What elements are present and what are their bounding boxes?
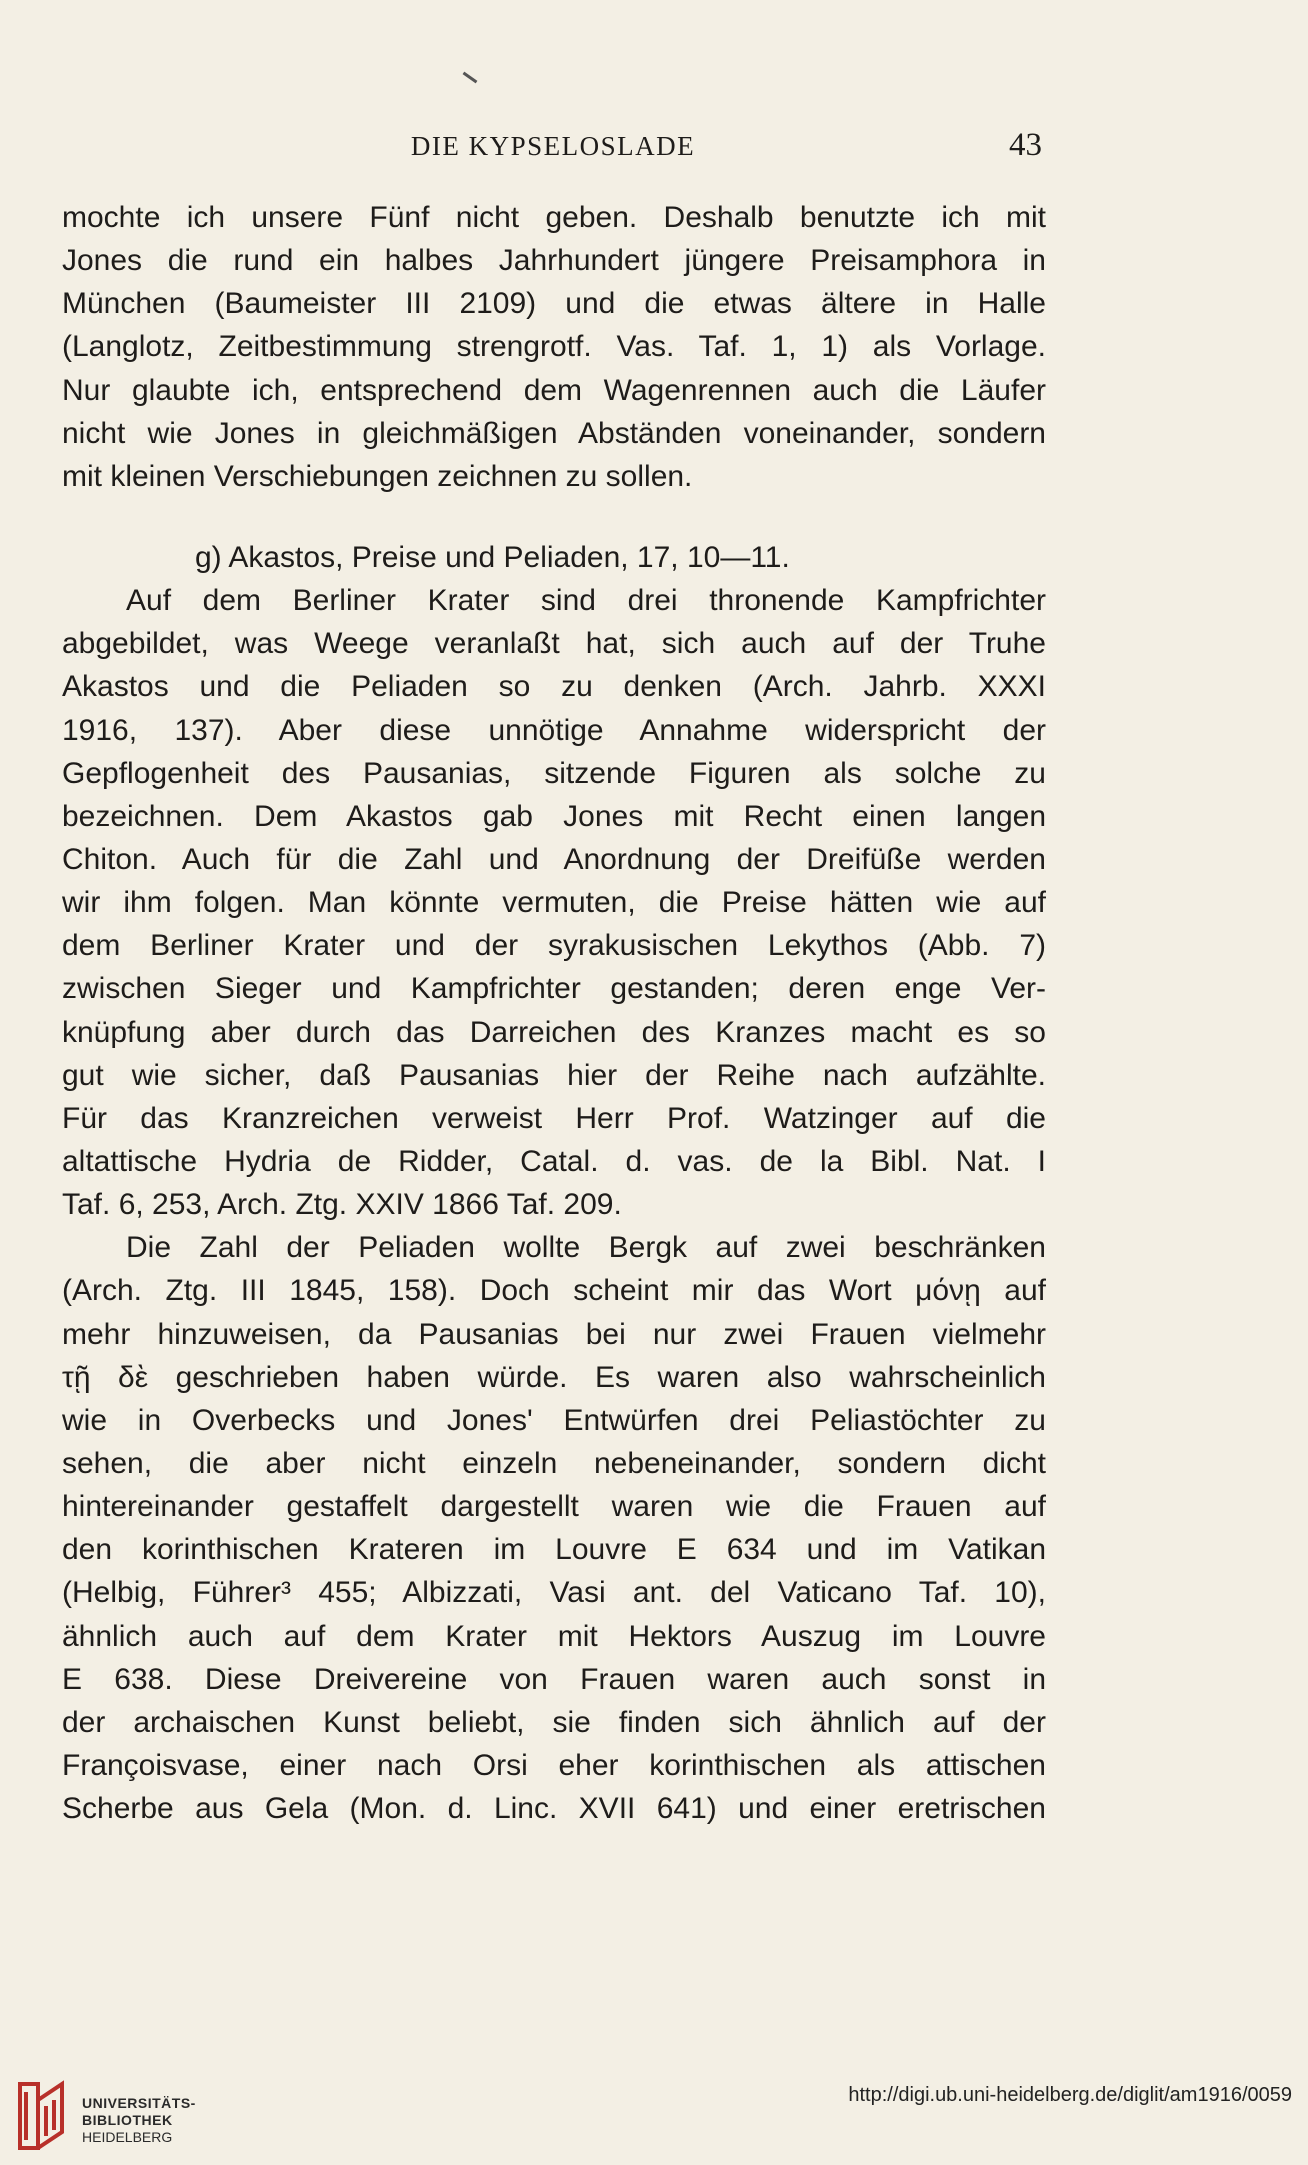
section-heading: g) Akastos, Preise und Peliaden, 17, 10—11. (195, 540, 790, 574)
text-line: knüpfung aber durch das Darreichen des Kranzes macht es so (62, 1015, 1046, 1049)
text-line: wir ihm folgen. Man könnte vermuten, die Preise hätten wie auf (62, 886, 1046, 920)
page-header (62, 127, 1044, 171)
text-line: mehr hinzuweisen, da Pausanias bei nur zwei Frauen vielmehr (62, 1317, 1046, 1351)
text-line: Die Zahl der Peliaden wollte Bergk auf zwei beschränken (126, 1231, 1046, 1265)
text-line: bezeichnen. Dem Akastos gab Jones mit Recht einen langen (62, 799, 1046, 833)
text-line: (Arch. Ztg. III 1845, 158). Doch scheint mir das Wort μόνῃ auf (62, 1274, 1046, 1308)
text-line: Jones die rund ein halbes Jahrhundert jüngere Preisamphora in (62, 244, 1046, 278)
text-line: Scherbe aus Gela (Mon. d. Linc. XVII 641) und einer eretrischen (62, 1792, 1046, 1826)
university-library-logo-icon (12, 2078, 70, 2154)
text-line: den korinthischen Krateren im Louvre E 634 und im Vatikan (62, 1533, 1046, 1567)
text-line: ähnlich auch auf dem Krater mit Hektors Auszug im Louvre (62, 1619, 1046, 1653)
text-line: altattische Hydria de Ridder, Catal. d. vas. de la Bibl. Nat. I (62, 1144, 1046, 1178)
text-line: mit kleinen Verschiebungen zeichnen zu sollen. (62, 459, 693, 493)
text-line: München (Baumeister III 2109) und die etwas ältere in Halle (62, 287, 1046, 321)
text-line: E 638. Diese Dreivereine von Frauen waren auch sonst in (62, 1662, 1046, 1696)
library-name (82, 2095, 196, 2146)
text-line: Nur glaubte ich, entsprechend dem Wagenrennen auch die Läufer (62, 373, 1046, 407)
text-line: gut wie sicher, daß Pausanias hier der Reihe nach aufzählte. (62, 1058, 1046, 1092)
text-line: (Helbig, Führer³ 455; Albizzati, Vasi ant. del Vaticano Taf. 10), (62, 1576, 1046, 1610)
text-line: hintereinander gestaffelt dargestellt waren wie die Frauen auf (62, 1490, 1046, 1524)
running-title: DIE KYPSELOSLADE (410, 131, 696, 161)
text-line: nicht wie Jones in gleichmäßigen Abständen voneinander, sondern (62, 416, 1046, 450)
text-line: Françoisvase, einer nach Orsi eher korinthischen als attischen (62, 1748, 1046, 1782)
library-name-line: BIBLIOTHEK (82, 2112, 173, 2128)
text-line: abgebildet, was Weege veranlaßt hat, sich auch auf der Truhe (62, 627, 1046, 661)
text-line: zwischen Sieger und Kampfrichter gestanden; deren enge Ver- (62, 972, 1046, 1006)
text-line: der archaischen Kunst beliebt, sie finden sich ähnlich auf der (62, 1705, 1046, 1739)
text-line: mochte ich unsere Fünf nicht geben. Deshalb benutzte ich mit (62, 201, 1046, 234)
scan-mark (463, 72, 478, 84)
text-line: Für das Kranzreichen verweist Herr Prof. Watzinger auf die (62, 1101, 1046, 1135)
text-line: Auf dem Berliner Krater sind drei thronende Kampfrichter (126, 584, 1046, 618)
text-line: Chiton. Auch für die Zahl und Anordnung der Dreifüße werden (62, 842, 1046, 876)
library-name-line: HEIDELBERG (82, 2129, 173, 2145)
text-line: Akastos und die Peliaden so zu denken (Arch. Jahrb. XXXI (62, 670, 1046, 704)
paragraph-gap (62, 498, 1046, 536)
source-url-link[interactable]: http://digi.ub.uni-heidelberg.de/diglit/am1916/0059 (848, 2084, 1292, 2106)
body-text (62, 196, 1046, 1830)
text-line: sehen, die aber nicht einzeln nebeneinander, sondern dicht (62, 1446, 1046, 1480)
text-line: Taf. 6, 253, Arch. Ztg. XXIV 1866 Taf. 209. (62, 1188, 622, 1222)
page-number: 43 (1009, 127, 1042, 163)
text-line: wie in Overbecks und Jones' Entwürfen drei Peliastöchter zu (62, 1403, 1046, 1437)
text-line: 1916, 137). Aber diese unnötige Annahme widerspricht der (62, 713, 1046, 747)
library-name-line: UNIVERSITÄTS- (82, 2095, 196, 2111)
text-line: (Langlotz, Zeitbestimmung strengrotf. Vas. Taf. 1, 1) als Vorlage. (62, 330, 1046, 364)
text-line: Gepflogenheit des Pausanias, sitzende Figuren als solche zu (62, 756, 1046, 790)
text-line: dem Berliner Krater und der syrakusischen Lekythos (Abb. 7) (62, 929, 1046, 963)
text-line: τῇ δὲ geschrieben haben würde. Es waren also wahrscheinlich (62, 1360, 1046, 1394)
